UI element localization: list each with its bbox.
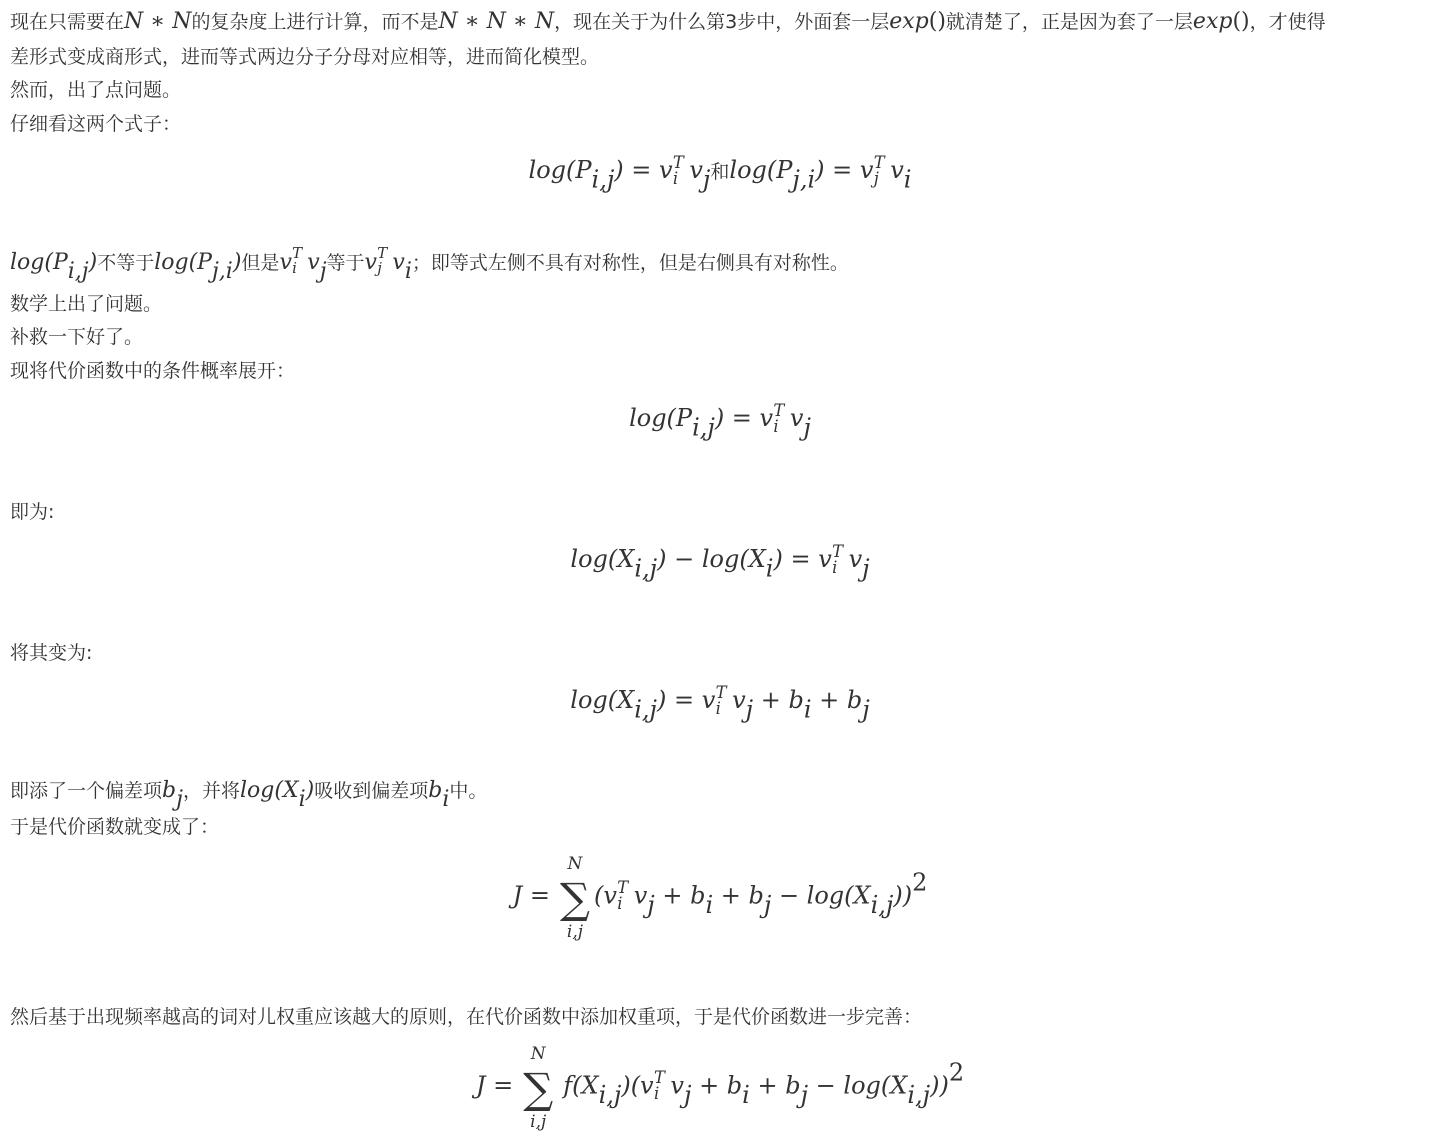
eq6-a: )(v bbox=[621, 1071, 654, 1100]
eq6-f0sub: i,j bbox=[598, 1081, 622, 1110]
para2-m4b: v bbox=[392, 250, 405, 275]
para2-m2s: j,i bbox=[211, 258, 233, 284]
eq1-and: 和 bbox=[710, 161, 730, 183]
para2-m2e: ) bbox=[232, 250, 242, 275]
eq6-sub: i bbox=[653, 1084, 660, 1104]
para2-t2: 但是 bbox=[241, 252, 280, 274]
para2-t1: 不等于 bbox=[97, 252, 155, 274]
eq1-sup1: T bbox=[672, 152, 684, 172]
para2-m4sup: T bbox=[377, 244, 388, 263]
eq6-sum-symbol: ∑ bbox=[523, 1064, 554, 1113]
eq5-sup: T bbox=[617, 878, 629, 898]
para1-text4: 就清楚了，正是因为套了一层 bbox=[945, 11, 1193, 33]
equation-6 bbox=[0, 1044, 1440, 1132]
eq4-ss bbox=[715, 682, 732, 718]
equation-4 bbox=[0, 682, 1440, 724]
para3-t3: 吸收到偏差项 bbox=[314, 780, 429, 802]
para2-ss3 bbox=[292, 244, 307, 278]
eq5-sum-top: N bbox=[567, 854, 583, 874]
para1-math-nn: N ∗ N bbox=[124, 9, 192, 34]
para2-m3bsub: j bbox=[319, 258, 327, 284]
eq3-c: ) = v bbox=[773, 545, 832, 573]
eq4-csub: j bbox=[745, 695, 754, 724]
para2-m3sub: i bbox=[292, 259, 297, 278]
eq2-sub: i bbox=[773, 416, 779, 436]
eq5-d: + b bbox=[713, 881, 764, 910]
eq3-sub: i bbox=[832, 557, 838, 577]
eq6-lhs: J = bbox=[475, 1071, 514, 1100]
eq3-ss bbox=[832, 541, 849, 577]
line-math-problem: 数学上出了问题。 bbox=[10, 293, 163, 315]
para3-t1: 即添了一个偏差项 bbox=[10, 780, 163, 802]
eq1-rhs1b: v bbox=[689, 156, 703, 184]
eq5-lhs: J = bbox=[512, 881, 550, 910]
para3-m3sub: i bbox=[442, 786, 450, 812]
equation-5 bbox=[0, 854, 1440, 942]
eq1-sub1: i,j bbox=[591, 165, 615, 194]
eq5-csub: i bbox=[705, 891, 714, 920]
para2-m1: log(P bbox=[10, 250, 68, 275]
eq2-csub: j bbox=[803, 413, 811, 442]
eq4-esub: j bbox=[862, 695, 870, 724]
eq2-a: log(P bbox=[629, 404, 693, 432]
para2-m1e: ) bbox=[88, 250, 98, 275]
eq6-sum-bottom: i,j bbox=[530, 1112, 547, 1132]
para3-t2: ，并将 bbox=[182, 780, 240, 802]
eq3-s1: i,j bbox=[634, 554, 658, 583]
line-expand: 现将代价函数中的条件概率展开： bbox=[10, 360, 296, 382]
eq4-e: + b bbox=[811, 686, 863, 714]
para2-m3b: v bbox=[307, 250, 320, 275]
eq1-sub2b: j bbox=[873, 168, 879, 188]
eq3-b: ) − log(X bbox=[657, 545, 766, 573]
para1-math-exp1: exp bbox=[889, 9, 929, 34]
eq5-sum-symbol: ∑ bbox=[559, 874, 590, 923]
para1-math-exp2: exp bbox=[1192, 9, 1233, 34]
eq1-sub1b: i bbox=[672, 168, 679, 188]
line-cost: 于是代价函数就变成了： bbox=[10, 816, 220, 838]
eq5-ss bbox=[617, 878, 634, 914]
equation-3 bbox=[0, 541, 1440, 583]
eq6-f: )) bbox=[930, 1071, 949, 1100]
eq5-esub: i,j bbox=[870, 891, 894, 920]
para2-m4: v bbox=[364, 250, 377, 275]
eq1-sub2c: i bbox=[903, 165, 912, 194]
eq1-lhs2: log(P bbox=[729, 156, 793, 184]
para3-m2: log(X bbox=[239, 778, 299, 803]
eq1-rhs1a: ) = v bbox=[614, 156, 673, 184]
eq6-c: + b bbox=[691, 1071, 743, 1100]
para3-m1: b bbox=[162, 778, 177, 803]
eq5-sub: i bbox=[617, 894, 623, 914]
eq1-lhs1: log(P bbox=[528, 156, 592, 184]
para1-text5: ，才使得 bbox=[1249, 11, 1326, 33]
para2-t4: ；即等式左侧不具有对称性，但是右侧具有对称性。 bbox=[411, 252, 849, 274]
line-weight: 然后基于出现频率越高的词对儿权重应该越大的原则，在代价函数中添加权重项，于是代价函数进一步完善： bbox=[10, 1006, 923, 1028]
para1-math-exp2-paren: () bbox=[1232, 9, 1250, 34]
eq3-a: log(X bbox=[570, 545, 635, 573]
eq1-sup2: T bbox=[873, 152, 885, 172]
eq5-bsub: j bbox=[647, 891, 655, 920]
line-fix: 补救一下好了。 bbox=[10, 326, 144, 348]
eq6-sum bbox=[519, 1044, 557, 1132]
para2-m4sub: j bbox=[377, 259, 382, 278]
para3-m3: b bbox=[428, 778, 443, 803]
para3-m2e: ) bbox=[305, 778, 315, 803]
para1-line1 bbox=[10, 7, 1326, 34]
eq6-e: − log(X bbox=[808, 1071, 908, 1100]
para3-line bbox=[10, 776, 488, 812]
equation-2 bbox=[0, 400, 1440, 442]
para2-t3: 等于 bbox=[326, 252, 365, 274]
eq4-a: log(X bbox=[570, 686, 635, 714]
eq3-sup: T bbox=[832, 541, 843, 561]
eq6-esub: i,j bbox=[907, 1081, 931, 1110]
eq6-ss bbox=[653, 1068, 671, 1104]
line-look: 仔细看这两个式子： bbox=[10, 113, 182, 135]
para2-m1s: i,j bbox=[67, 258, 89, 284]
para2-m3: v bbox=[279, 250, 292, 275]
eq4-d: + b bbox=[753, 686, 804, 714]
eq6-csub: i bbox=[742, 1081, 750, 1110]
line-transform: 将其变为: bbox=[10, 642, 93, 664]
eq4-s1: i,j bbox=[634, 695, 657, 724]
line-that-is: 即为: bbox=[10, 501, 55, 523]
eq2-s: i,j bbox=[692, 413, 715, 442]
eq6-bsub: j bbox=[683, 1081, 692, 1110]
para3-m1sub: j bbox=[176, 786, 183, 812]
eq4-dsub: i bbox=[803, 695, 812, 724]
eq6-dsub: j bbox=[800, 1081, 809, 1110]
para1-math-nnn: N ∗ N ∗ N bbox=[438, 9, 555, 34]
para3-m2sub: i bbox=[298, 786, 306, 812]
eq4-sub: i bbox=[715, 698, 721, 718]
eq3-d: v bbox=[848, 545, 863, 573]
eq4-sup: T bbox=[715, 682, 727, 702]
eq4-b: ) = v bbox=[656, 686, 716, 714]
para2-line bbox=[10, 244, 849, 284]
eq2-sup: T bbox=[773, 400, 785, 420]
para1-math-exp1-paren: () bbox=[928, 9, 946, 34]
para2-m4bsub: i bbox=[404, 258, 412, 284]
eq2-ss bbox=[773, 400, 790, 436]
eq3-dsub: j bbox=[862, 554, 870, 583]
para2-m3sup: T bbox=[292, 244, 303, 263]
eq1-supsub1 bbox=[672, 152, 690, 188]
para1-text1: 现在只需要在 bbox=[10, 11, 125, 33]
eq5-b: v bbox=[633, 881, 648, 910]
line-however: 然而，出了点问题。 bbox=[10, 79, 182, 101]
para2-ss4 bbox=[377, 244, 392, 278]
para1-text3: ，现在关于为什么第3步中，外面套一层 bbox=[554, 11, 890, 33]
eq5-sum-bottom: i,j bbox=[566, 922, 584, 942]
eq2-b: ) = v bbox=[714, 404, 774, 432]
para2-m2: log(P bbox=[154, 250, 212, 275]
eq5-a: (v bbox=[593, 881, 617, 910]
eq5-f: )) bbox=[893, 881, 913, 910]
eq6-d: + b bbox=[749, 1071, 801, 1100]
eq1-sub1c: j bbox=[702, 165, 711, 194]
eq5-c: + b bbox=[654, 881, 706, 910]
eq5-e: − log(X bbox=[771, 881, 871, 910]
eq2-c: v bbox=[789, 404, 804, 432]
para3-t4: 中。 bbox=[449, 780, 488, 802]
eq4-c: v bbox=[732, 686, 746, 714]
eq6-sum-top: N bbox=[530, 1044, 546, 1064]
eq5-pow: 2 bbox=[912, 868, 928, 897]
eq1-rhs2b: v bbox=[890, 156, 904, 184]
eq1-supsub2 bbox=[873, 152, 890, 188]
para1-text2: 的复杂度上进行计算，而不是 bbox=[191, 11, 439, 33]
eq1-sub2: j,i bbox=[792, 165, 816, 194]
eq6-sup: T bbox=[653, 1068, 665, 1088]
eq6-b: v bbox=[670, 1071, 684, 1100]
eq5-sum bbox=[556, 854, 594, 942]
eq6-pow: 2 bbox=[948, 1058, 965, 1087]
para1-line2 bbox=[10, 42, 599, 69]
eq1-rhs2a: ) = v bbox=[815, 156, 874, 184]
eq6-f0: f(X bbox=[563, 1071, 599, 1100]
eq3-s2: i bbox=[765, 554, 774, 583]
para1-text6: 差形式变成商形式，进而等式两边分子分母对应相等，进而简化模型。 bbox=[10, 46, 600, 68]
equation-1 bbox=[0, 152, 1440, 194]
eq5-dsub: j bbox=[763, 891, 772, 920]
